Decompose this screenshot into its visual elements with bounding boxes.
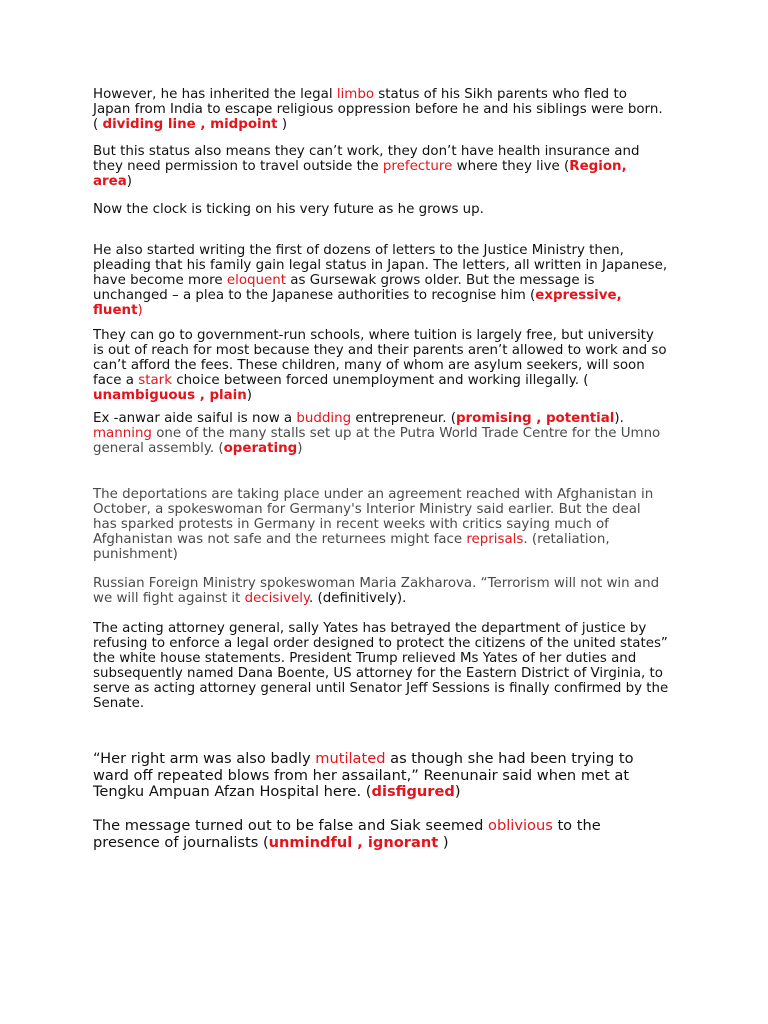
text-run: ward off repeated blows from her assailant,” Reenunair said when met at — [93, 766, 630, 784]
text-run: has sparked protests in Germany in recent weeks with critics saying much of — [93, 517, 609, 532]
text-line — [93, 696, 693, 711]
text-line — [93, 547, 693, 562]
vocabulary-word: prefecture — [382, 159, 453, 174]
text-run: one of the many stalls set up at the Putra World Trade Centre for the Umno — [151, 426, 661, 441]
text-run: Tengku Ampuan Afzan Hospital here. ( — [93, 783, 372, 800]
text-line — [93, 159, 693, 174]
text-run: refusing to enforce a legal order designed to protect the citizens of the united states” — [93, 636, 668, 651]
text-run: ) — [126, 174, 132, 189]
text-run: Japan from India to escape religious oppression before he and his siblings were born. — [93, 102, 663, 117]
paragraph-stark — [93, 328, 693, 403]
text-line — [93, 517, 693, 532]
vocabulary-word: mutilated — [315, 750, 386, 767]
text-line — [93, 532, 693, 547]
text-line — [93, 258, 693, 273]
text-run: the white house statements. President Trump relieved Ms Yates of her duties and — [93, 651, 637, 666]
text-line — [93, 202, 693, 217]
text-run: subsequently named Dana Boente, US attorney for the Eastern District of Virginia, to — [93, 666, 663, 681]
vocabulary-word: ) — [137, 303, 143, 318]
text-run: ) — [277, 117, 288, 132]
text-line — [93, 835, 693, 852]
text-run: have become more — [93, 273, 227, 288]
text-line — [93, 373, 693, 388]
text-run: can’t afford the fees. These children, many of whom are asylum seekers, will soon — [93, 358, 645, 373]
text-run: status of his Sikh parents who fled to — [374, 87, 627, 102]
synonym-gloss: disfigured — [371, 783, 455, 800]
text-run: ) — [297, 441, 303, 456]
synonym-gloss: operating — [223, 441, 298, 456]
text-run: general assembly. ( — [93, 441, 224, 456]
text-line — [93, 87, 693, 102]
text-run: punishment) — [93, 547, 178, 562]
synonym-gloss: area — [93, 174, 127, 189]
text-run: where they live ( — [452, 159, 570, 174]
text-line — [93, 243, 693, 258]
text-run: ) — [438, 833, 449, 851]
text-line — [93, 784, 693, 801]
vocabulary-word: stark — [138, 373, 172, 388]
text-run: ) — [246, 388, 253, 403]
text-line — [93, 174, 693, 189]
text-run: to the — [552, 817, 601, 834]
text-line — [93, 751, 693, 768]
vocabulary-word: limbo — [336, 87, 375, 102]
text-run: . (retaliation, — [523, 532, 610, 547]
text-line — [93, 102, 693, 117]
text-run: Afghanistan was not safe and the returnees might face — [93, 532, 467, 547]
text-run: But this status also means they can’t work, they don’t have health insurance and — [93, 144, 640, 159]
synonym-gloss: fluent — [93, 303, 138, 318]
text-run: . (definitively). — [309, 591, 407, 606]
text-run: Russian Foreign Ministry spokeswoman Maria Zakharova. “Terrorism will not win and — [93, 576, 660, 591]
paragraph-reprisals — [93, 487, 693, 562]
paragraph-budding — [93, 411, 693, 456]
paragraph-clock — [93, 202, 693, 217]
vocabulary-word: eloquent — [226, 273, 287, 288]
text-line — [93, 388, 693, 403]
text-run: as though she had been trying to — [385, 750, 634, 767]
text-run: Ex -anwar aide saiful is now a — [93, 411, 297, 426]
text-run: Senate. — [93, 696, 145, 711]
text-run: we will fight against it — [93, 591, 245, 606]
synonym-gloss: unambiguous , plain — [93, 388, 247, 403]
text-line — [93, 621, 693, 636]
paragraph-prefecture — [93, 144, 693, 189]
paragraph-eloquent — [93, 243, 693, 318]
vocabulary-word: manning — [93, 426, 152, 441]
paragraph-oblivious — [93, 818, 693, 851]
text-line — [93, 441, 693, 456]
text-line — [93, 358, 693, 373]
text-run: The acting attorney general, sally Yates has betrayed the department of justice by — [93, 621, 647, 636]
text-line — [93, 273, 693, 288]
text-run: October, a spokeswoman for Germany's Interior Ministry said earlier. But the deal — [93, 502, 641, 517]
text-run: as Gursewak grows older. But the message is — [286, 273, 595, 288]
text-run: face a — [93, 373, 139, 388]
paragraph-limbo — [93, 87, 693, 132]
text-line — [93, 681, 693, 696]
text-line — [93, 666, 693, 681]
text-run: ). — [614, 411, 624, 426]
synonym-gloss: Region, — [569, 159, 627, 174]
text-run: serve as acting attorney general until Senator Jeff Sessions is finally confirmed by the — [93, 681, 669, 696]
vocabulary-word: budding — [296, 411, 352, 426]
text-line — [93, 303, 693, 318]
text-run: presence of journalists ( — [93, 833, 269, 851]
text-line — [93, 768, 693, 785]
text-line — [93, 576, 693, 591]
vocabulary-word: oblivious — [488, 817, 553, 834]
text-run: However, he has inherited the legal — [93, 87, 337, 102]
text-run: ) — [454, 783, 461, 800]
text-line — [93, 636, 693, 651]
paragraph-attorney-general — [93, 621, 693, 711]
text-run: Now the clock is ticking on his very future as he grows up. — [93, 202, 484, 217]
text-line — [93, 144, 693, 159]
text-line — [93, 487, 693, 502]
text-run: choice between forced unemployment and working illegally. ( — [171, 373, 589, 388]
text-line — [93, 411, 693, 426]
text-run: They can go to government-run schools, where tuition is largely free, but university — [93, 328, 654, 343]
text-run: unchanged – a plea to the Japanese authorities to recognise him ( — [93, 288, 536, 303]
synonym-gloss: promising , potential — [455, 411, 615, 426]
text-run: entrepreneur. ( — [351, 411, 456, 426]
text-line — [93, 328, 693, 343]
text-run: pleading that his family gain legal status in Japan. The letters, all written in Japanese, — [93, 258, 668, 273]
text-run: is out of reach for most because they and their parents aren’t allowed to work and so — [93, 343, 667, 358]
text-line — [93, 818, 693, 835]
text-line — [93, 117, 693, 132]
text-run: they need permission to travel outside the — [93, 159, 383, 174]
text-line — [93, 651, 693, 666]
synonym-gloss: expressive, — [535, 288, 622, 303]
vocabulary-word: decisively — [244, 591, 309, 606]
text-run: He also started writing the first of dozens of letters to the Justice Ministry then, — [93, 243, 624, 258]
text-run: “Her right arm was also badly — [93, 750, 316, 767]
paragraph-decisively — [93, 576, 693, 606]
text-line — [93, 502, 693, 517]
synonym-gloss: dividing line , midpoint — [102, 117, 278, 132]
text-run: The message turned out to be false and Siak seemed — [93, 817, 489, 834]
text-line — [93, 591, 693, 606]
synonym-gloss: unmindful , ignorant — [268, 833, 439, 851]
text-line — [93, 426, 693, 441]
vocabulary-word: reprisals — [466, 532, 524, 547]
text-line — [93, 288, 693, 303]
text-run: The deportations are taking place under an agreement reached with Afghanistan in — [93, 487, 654, 502]
text-run: ( — [93, 117, 103, 132]
text-line — [93, 343, 693, 358]
paragraph-mutilated — [93, 751, 693, 801]
